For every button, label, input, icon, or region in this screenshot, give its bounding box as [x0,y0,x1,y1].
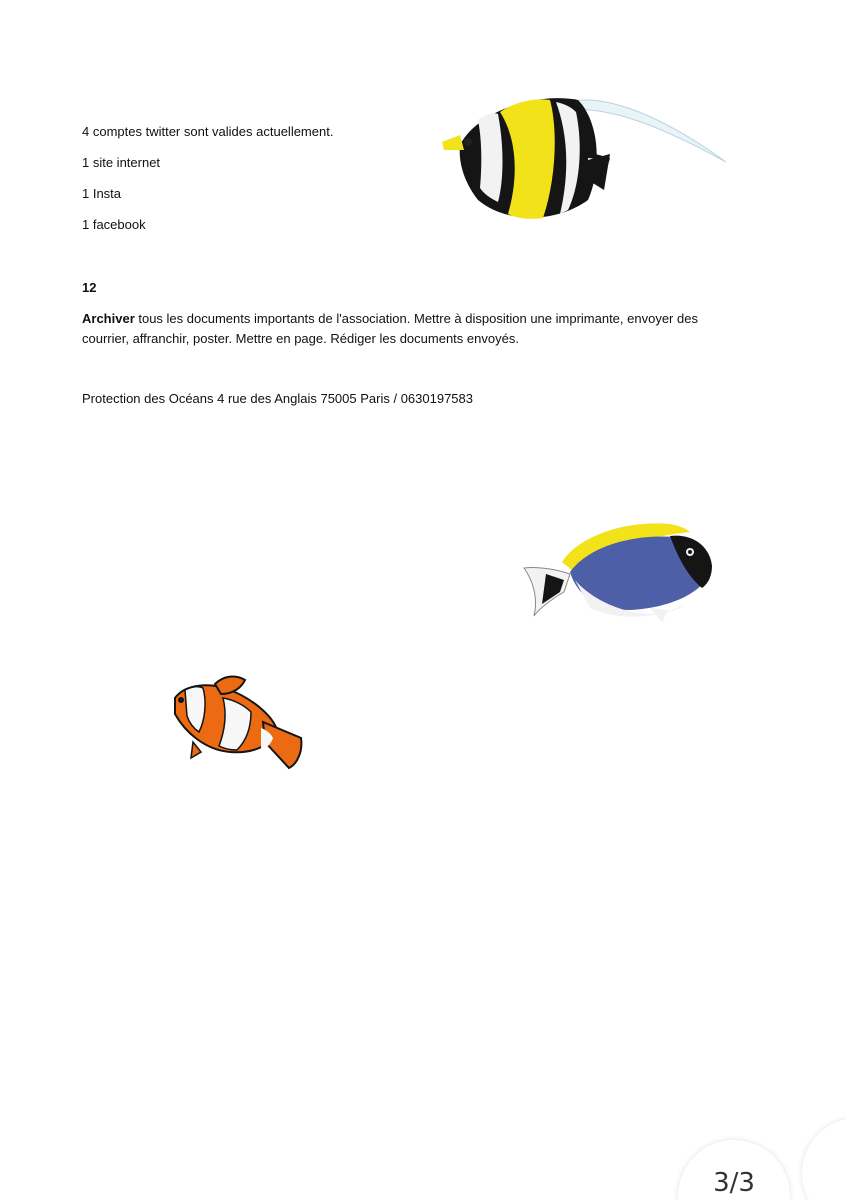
powder-blue-tang-fish-icon [520,518,720,626]
clownfish-icon [165,672,307,774]
status-line-facebook: 1 facebook [82,217,146,232]
moorish-idol-fish-icon [438,90,730,225]
status-line-website: 1 site internet [82,155,161,170]
viewer-corner-button[interactable] [802,1118,845,1200]
paragraph-line1: tous les documents importants de l'association. Mettre à disposition une imprimante, envoyer des [134,311,698,326]
status-line-twitter: 4 comptes twitter sont valides actuellement. [82,124,334,139]
section-paragraph [82,309,742,349]
footer-address: Protection des Océans 4 rue des Anglais 75005 Paris / 0630197583 [82,391,473,406]
page-counter [678,1140,790,1200]
status-line-insta: 1 Insta [82,186,122,201]
section-number: 12 [82,280,97,295]
paragraph-line2: courrier, affranchir, poster. Mettre en page. Rédiger les documents envoyés. [82,331,519,346]
paragraph-lead: Archiver [82,311,135,326]
page-indicator: 3/3 [713,1168,755,1198]
